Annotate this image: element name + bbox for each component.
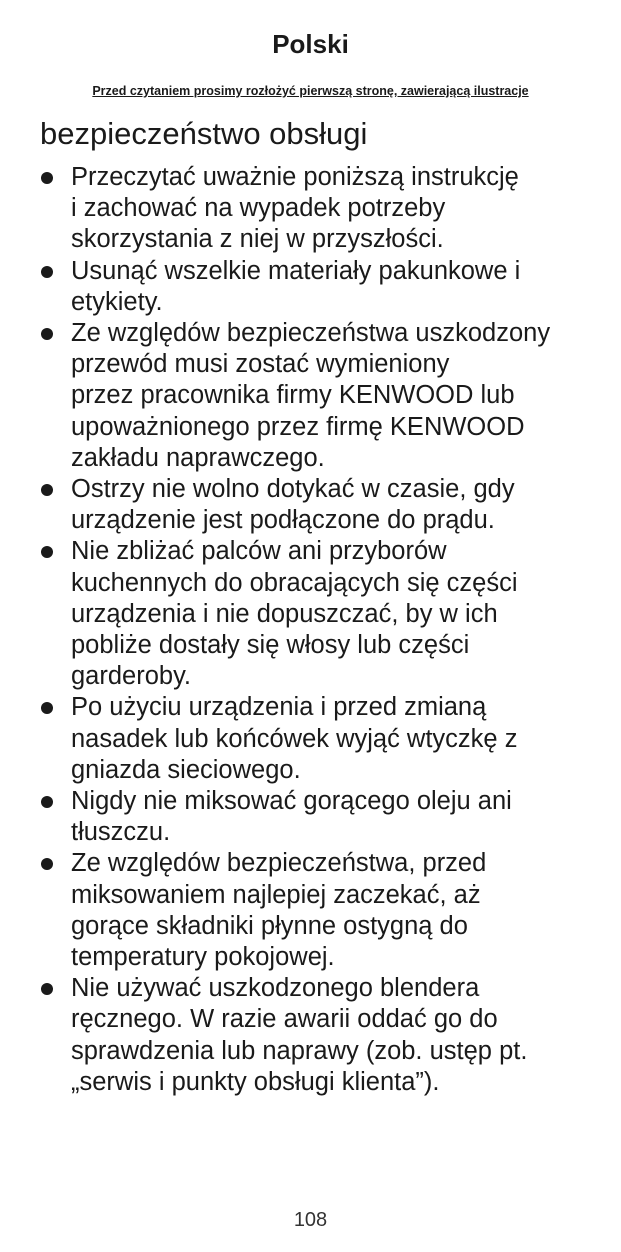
item-text-line: gorące składniki płynne ostygną do — [71, 911, 468, 940]
item-text-line: garderoby. — [71, 662, 192, 691]
bullet-icon — [41, 328, 53, 340]
item-text-line: przewód musi zostać wymieniony — [71, 350, 450, 379]
item-text-line: skorzystania z niej w przyszłości. — [71, 225, 444, 254]
safety-item-9 — [0, 973, 621, 1098]
item-text-line: upoważnionego przez firmę KENWOOD — [71, 412, 525, 441]
item-text-line: Ze względów bezpieczeństwa uszkodzony — [71, 319, 551, 348]
item-text-line: Nigdy nie miksować gorącego oleju ani — [71, 787, 512, 816]
page-number: 108 — [293, 1209, 328, 1231]
item-text-line: Usunąć wszelkie materiały pakunkowe i — [71, 256, 521, 285]
item-text-line: miksowaniem najlepiej zaczekać, aż — [71, 880, 481, 909]
item-text-line: gniazda sieciowego. — [71, 755, 301, 784]
item-text-line: zakładu naprawczego. — [71, 443, 325, 472]
bullet-icon — [41, 172, 53, 184]
item-text-line: tłuszczu. — [71, 818, 171, 847]
item-text-line: Przeczytać uważnie poniższą instrukcję — [71, 163, 519, 191]
item-text-line: urządzenie jest podłączone do prądu. — [71, 506, 495, 535]
safety-item-6 — [0, 692, 621, 786]
item-text-line: etykiety. — [71, 287, 163, 316]
bullet-icon — [41, 858, 53, 870]
safety-list — [0, 162, 621, 1098]
language-title: Polski — [272, 29, 349, 59]
item-text-line: temperatury pokojowej. — [71, 943, 335, 972]
safety-item-1 — [0, 162, 621, 256]
item-text-line: i zachować na wypadek potrzeby — [71, 194, 446, 223]
safety-item-2 — [0, 256, 621, 318]
item-text-line: Ostrzy nie wolno dotykać w czasie, gdy — [71, 475, 515, 504]
item-text-line: przez pracownika firmy KENWOOD lub — [71, 381, 515, 410]
bullet-icon — [41, 546, 53, 558]
item-text-line: ręcznego. W razie awarii oddać go do — [71, 1005, 498, 1034]
fold-out-notice: Przed czytaniem prosimy rozłożyć pierwszą stronę, zawierającą ilustracje — [92, 84, 529, 98]
section-title: bezpieczeństwo obsługi — [40, 116, 368, 151]
item-text-line: „serwis i punkty obsługi klienta”). — [71, 1067, 440, 1096]
safety-item-8 — [0, 848, 621, 973]
safety-item-7 — [0, 786, 621, 848]
safety-item-5 — [0, 536, 621, 692]
safety-item-3 — [0, 318, 621, 474]
item-text-line: nasadek lub końcówek wyjąć wtyczkę z — [71, 724, 518, 753]
item-text-line: Nie używać uszkodzonego blendera — [71, 974, 480, 1003]
item-text-line: urządzenia i nie dopuszczać, by w ich — [71, 599, 498, 628]
item-text-line: pobliże dostały się włosy lub części — [71, 631, 470, 660]
bullet-icon — [41, 796, 53, 808]
bullet-icon — [41, 484, 53, 496]
item-text-line: kuchennych do obracających się części — [71, 568, 518, 597]
item-text-line: Nie zbliżać palców ani przyborów — [71, 537, 447, 566]
item-text-line: Po użyciu urządzenia i przed zmianą — [71, 693, 487, 722]
safety-item-4 — [0, 474, 621, 536]
bullet-icon — [41, 266, 53, 278]
item-text-line: sprawdzenia lub naprawy (zob. ustęp pt. — [71, 1036, 528, 1065]
item-text-line: Ze względów bezpieczeństwa, przed — [71, 849, 487, 878]
bullet-icon — [41, 983, 53, 995]
bullet-icon — [41, 702, 53, 714]
